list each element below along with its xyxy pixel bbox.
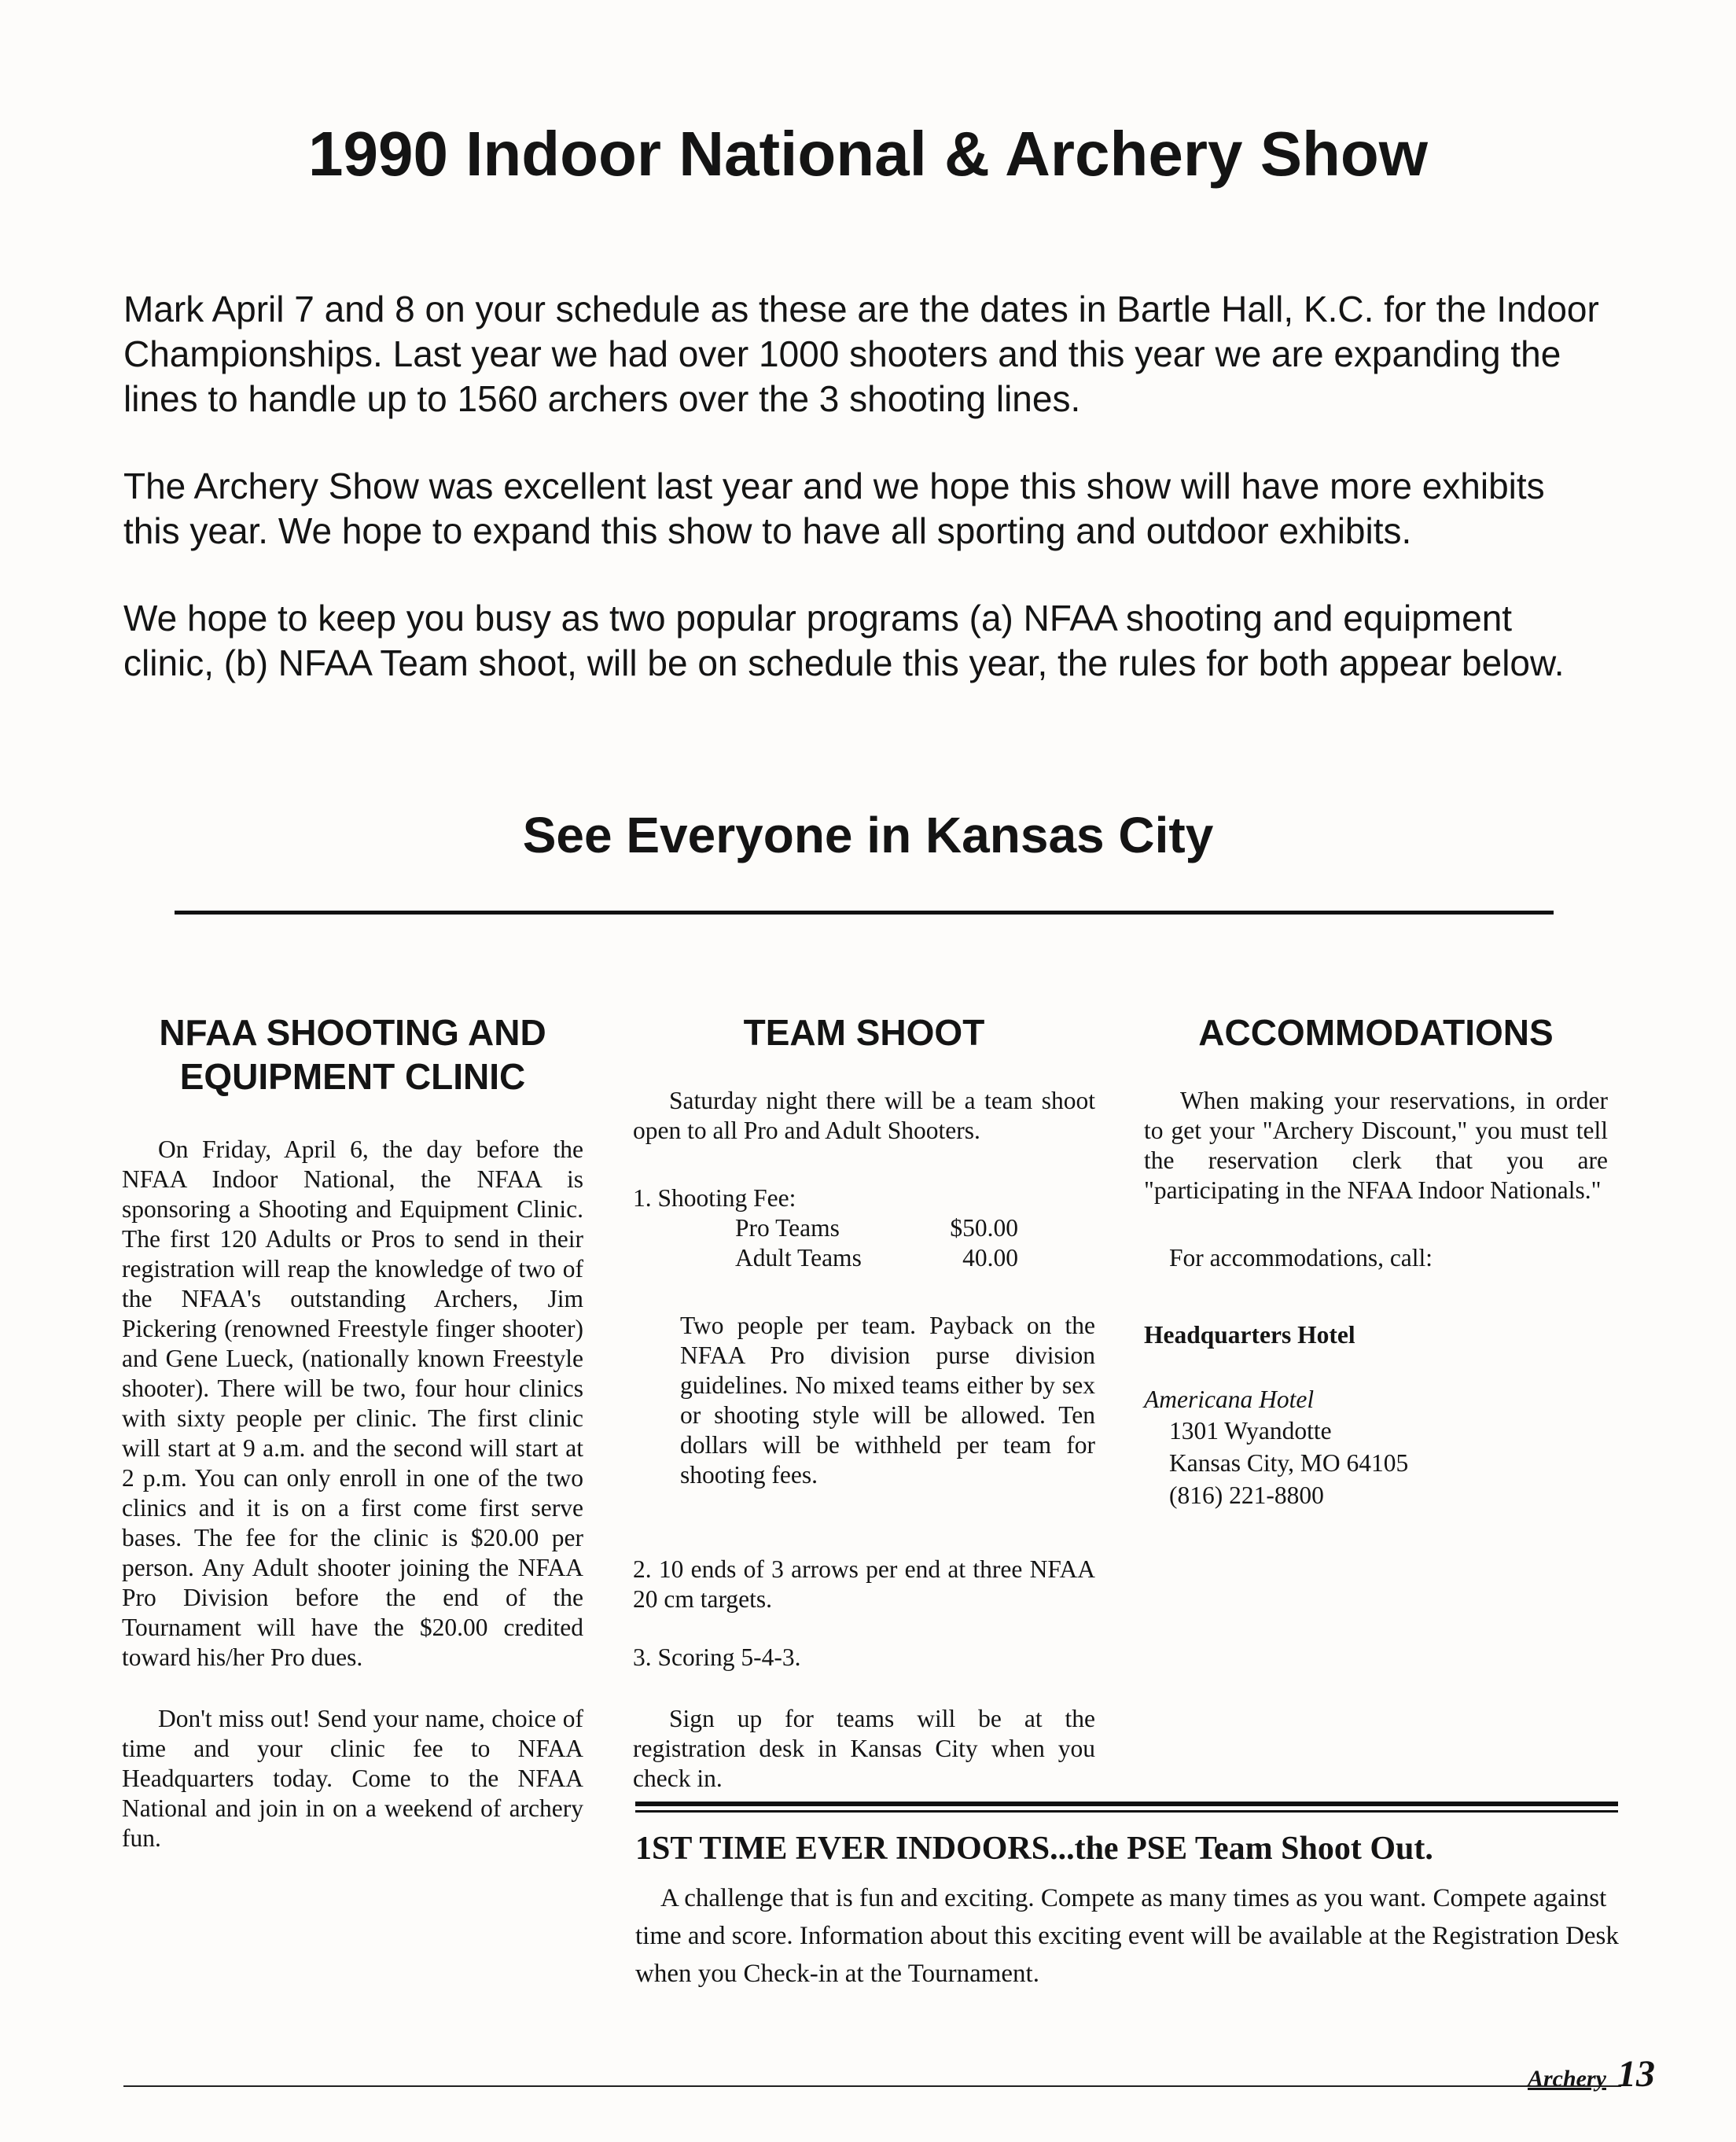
hotel-name: Americana Hotel xyxy=(1144,1386,1315,1413)
clinic-heading: NFAA SHOOTING AND EQUIPMENT CLINIC xyxy=(159,1012,546,1097)
team-shoot-intro: Saturday night there will be a team shoot open to all Pro and Adult Shooters. xyxy=(633,1087,1095,1144)
fee-amount: $50.00 xyxy=(950,1214,1018,1242)
page-number: 13 xyxy=(1617,2053,1655,2095)
pse-body: A challenge that is fun and exciting. Compete as many times as you want. Compete against time and score. Information about this exciting event will be available at the Registration Desk when you Check-in at the Tournament. xyxy=(635,1884,1619,1988)
fee-row xyxy=(633,1243,1095,1273)
intro-paragraph: The Archery Show was excellent last year and we hope this show will have more exhibits this year. We hope to expand this show to have all sporting and outdoor exhibits. xyxy=(123,466,1545,551)
team-rule: 2. 10 ends of 3 arrows per end at three NFAA 20 cm targets. xyxy=(633,1555,1095,1613)
team-shoot-heading: TEAM SHOOT xyxy=(743,1012,985,1053)
intro-paragraph: Mark April 7 and 8 on your schedule as these are the dates in Bartle Hall, K.C. for the Indoor Championships. Last year we had over 1000 shooters and this year we are expanding the lines to handle up to 1560 archers over the 3 shooting lines. xyxy=(123,289,1599,419)
accommodations-column xyxy=(1144,1010,1608,1511)
clinic-paragraph: Don't miss out! Send your name, choice of time and your clinic fee to NFAA Headquarters today. Come to the NFAA National and join in on a weekend of archery fun. xyxy=(122,1705,583,1852)
page-title: 1990 Indoor National & Archery Show xyxy=(307,119,1429,189)
subtitle: See Everyone in Kansas City xyxy=(522,807,1214,863)
accommodations-paragraph: For accommodations, call: xyxy=(1169,1244,1433,1272)
team-note: Two people per team. Payback on the NFAA Pro division purse division guidelines. No mixed teams either by sex or shooting style will be allowed. Ten dollars will be withheld per team for shooting fees. xyxy=(680,1312,1095,1489)
team-rule: 3. Scoring 5-4-3. xyxy=(633,1643,801,1671)
fee-amount: 40.00 xyxy=(962,1244,1018,1272)
accommodations-heading: ACCOMMODATIONS xyxy=(1198,1012,1554,1053)
intro-paragraph: We hope to keep you busy as two popular programs (a) NFAA shooting and equipment clinic, (b) NFAA Team shoot, will be on schedule this year, the rules for both appear below. xyxy=(123,598,1565,683)
pse-divider xyxy=(635,1802,1618,1813)
fee-label: Adult Teams xyxy=(735,1244,862,1272)
fee-title: 1. Shooting Fee: xyxy=(633,1184,796,1212)
team-signup: Sign up for teams will be at the registration desk in Kansas City when you check in. xyxy=(633,1705,1095,1792)
footer-rule xyxy=(123,2085,1621,2087)
clinic-paragraph: On Friday, April 6, the day before the NFAA Indoor National, the NFAA is sponsoring a Shooting and Equipment Clinic. The first 120 Adults or Pros to send in their registration will reap the knowledge of two of the NFAA's outstanding Archers, Jim Pickering (renowned Freestyle finger shooter) and Gene Lueck, (nationally known Freestyle shooter). There will be two, four hour clinics with sixty people per clinic. The first clinic will start at 9 a.m. and the second will start at 2 p.m. You can only enroll in one of the two clinics and it is on a first come first serve bases. The fee for the clinic is $20.00 per person. Any Adult shooter joining the NFAA Pro Division before the end of the Tournament will have the $20.00 credited toward his/her Pro dues. xyxy=(122,1135,583,1671)
pse-heading: 1ST TIME EVER INDOORS...the PSE Team Shoot Out. xyxy=(635,1831,1433,1867)
clinic-column xyxy=(122,1010,583,1853)
hotel-phone: (816) 221-8800 xyxy=(1169,1481,1324,1509)
page-footer xyxy=(1528,2052,1655,2096)
accommodations-paragraph: When making your reservations, in order to get your "Archery Discount," you must tell the reservation clerk that you are "participating in the NFAA Indoor Nationals." xyxy=(1144,1087,1608,1204)
fee-label: Pro Teams xyxy=(735,1214,840,1242)
fee-row xyxy=(633,1213,1095,1243)
intro-text xyxy=(123,287,1602,728)
hq-hotel-label: Headquarters Hotel xyxy=(1144,1321,1355,1349)
magazine-name: Archery xyxy=(1528,2066,1606,2092)
hotel-address-line: Kansas City, MO 64105 xyxy=(1169,1449,1409,1477)
team-shoot-column xyxy=(633,1010,1095,1794)
section-divider xyxy=(175,911,1554,915)
hotel-address-line: 1301 Wyandotte xyxy=(1169,1417,1332,1445)
